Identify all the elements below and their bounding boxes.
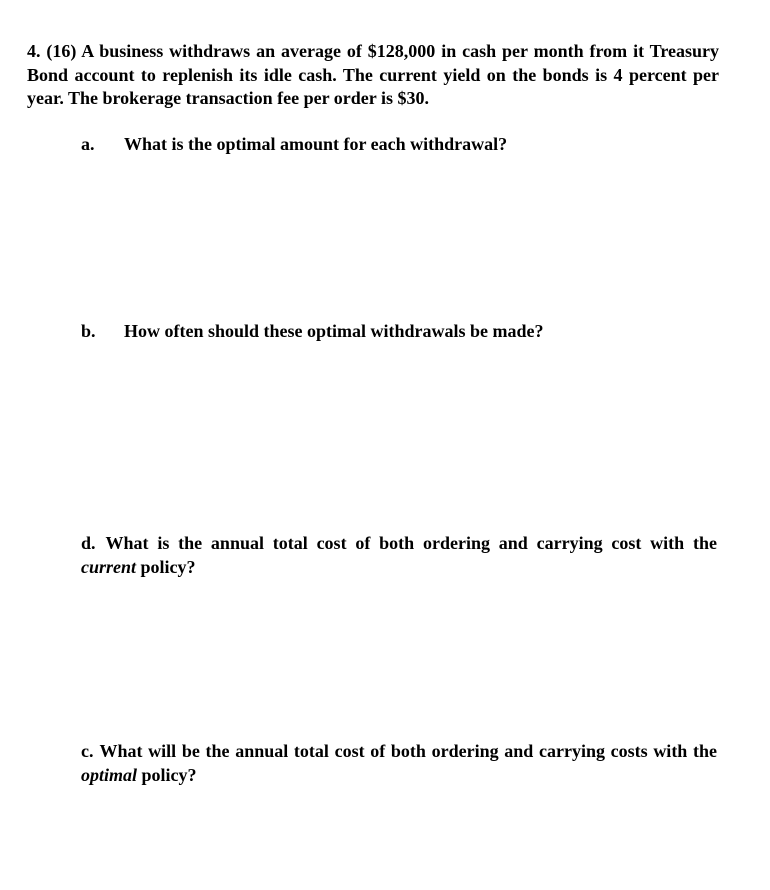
question-d-text: What is the annual total cost of both ordering and carrying cost with the [105,533,717,553]
question-c-text-end: policy? [137,764,197,785]
question-a-text: What is the optimal amount for each withdrawal? [124,134,508,154]
question-b [81,320,544,344]
question-c [81,740,717,787]
question-d-emphasis: current [81,556,137,577]
question-c-text: What will be the annual total cost of both ordering and carrying costs with the [99,741,717,761]
question-d [81,532,717,579]
question-d-text-end: policy? [136,556,196,577]
question-d-letter: d. [81,533,96,553]
question-c-emphasis: optimal [81,764,138,785]
question-a [81,133,507,157]
question-b-letter: b. [81,321,96,341]
question-b-text: How often should these optimal withdrawals be made? [124,321,544,341]
problem-statement: 4. (16) A business withdraws an average of $128,000 in cash per month from it Treasury Bond account to replenish its idle cash. The current yield on the bonds is 4 percent per year. The brokerage transaction fee per order is $30. [27,41,719,108]
question-a-letter: a. [81,134,95,154]
question-c-letter: c. [81,741,94,761]
